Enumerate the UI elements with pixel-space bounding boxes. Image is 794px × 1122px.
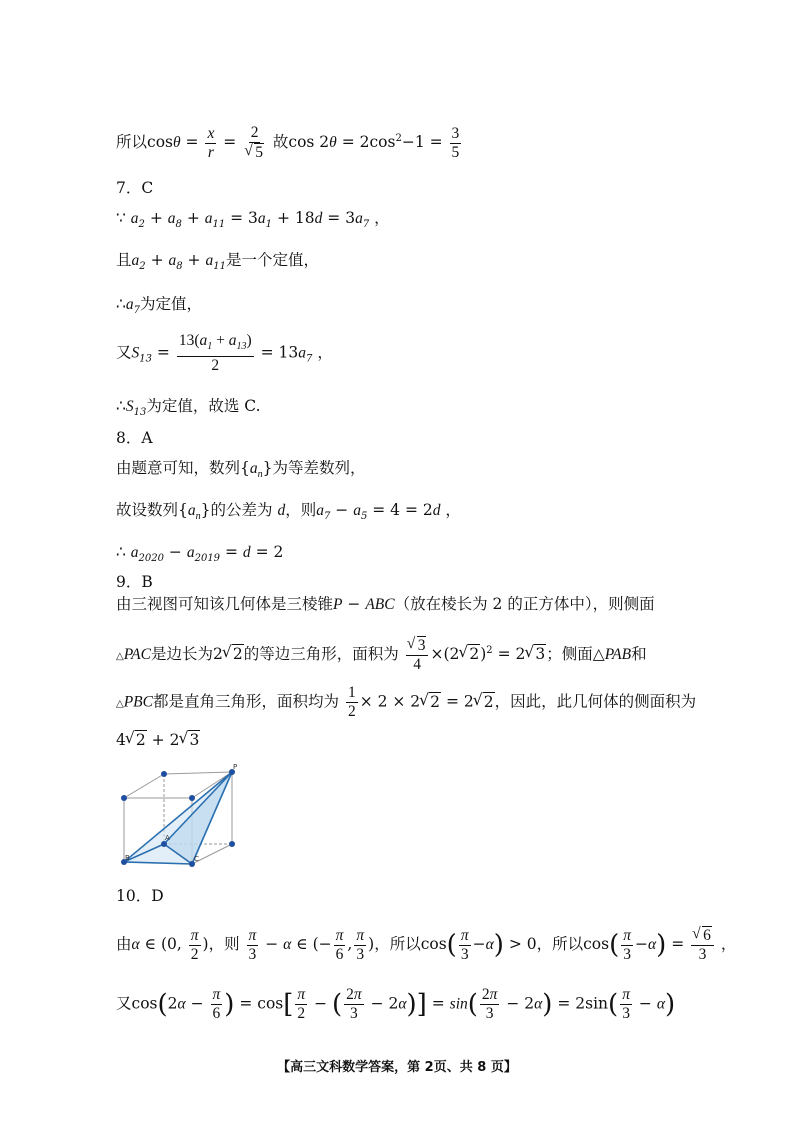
q9-label: 9．B xyxy=(116,573,153,591)
q10-line-2: 又cos(2α − $\frac{\pi}{6}$ ) = cos[ $\frac{\pi}{2}$ − ( $\frac{2\pi}{3}$ − 2α)] = sin( $\frac{2\pi}{3}$ − 2α) = 2sin( $\frac{\pi}{3}$ − α) xyxy=(116,986,676,1022)
q7-line-3: $\therefore a_7$为定值， xyxy=(116,295,203,316)
q7-line-4: 又$S_{13}$ = $\frac{13(a_1 + a_{13})}{2}$ = $13a_7$ ， xyxy=(116,332,333,374)
q8-label: 8．A xyxy=(116,429,153,447)
q9-line-4: 4√ 2 + 2√ 3 xyxy=(116,730,200,750)
page-footer: 【高三文科数学答案，第 2页、共 8 页】 xyxy=(277,1060,517,1075)
q7-line-2: 且$a_2 + a_8 + a_{11}$是一个定值， xyxy=(116,251,319,272)
label-b: B xyxy=(125,854,130,862)
label-a: A xyxy=(165,834,170,842)
q8-line-2: 故设数列$\{a_n\}$的公差为 d，则$a_7 - a_5 = 4 = 2d$ ， xyxy=(116,501,461,522)
q8-line-1: 由题意可知，数列$\{a_n\}$为等差数列， xyxy=(116,459,366,480)
label-c: C xyxy=(194,855,199,863)
q10-line-1: 由α ∈ (0, $\frac{\pi}{2}$ )，则 $\frac{\pi}{3}$ − α ∈ (− $\frac{\pi}{6}$ , $\frac{\pi}{3}$ )，所以cos( $\frac{\pi}{3}$ −α) > 0，所以cos( $\frac{\pi}{3}$ −α) = √ $\frac{6}{3}$ ， xyxy=(116,926,736,964)
q8-line-3: ∴ $a_{2020} - a_{2019} = d = 2$ xyxy=(116,543,284,564)
q6-conclusion-line: 所以cosθ = $\frac{x}{r}$ = 2 √ 5 故$\cos 2\theta = 2\cos^2-1$ = $\frac{3}{5}$ xyxy=(116,124,463,162)
q7-line-5: $\therefore S_{13}$为定值，故选 C. xyxy=(116,397,261,418)
q9-line-2: △PAC是边长为2√ 2的等边三角形，面积为 √ $\frac{3}{4}$ ×(2√ 2)$^2$ = 2√ 3；侧面△PAB和 xyxy=(116,636,647,674)
q9-line-3: △PBC都是直角三角形，面积均为 $\frac{1}{2}$ × 2 × 2√ 2 = 2√ 2，因此，此几何体的侧面积为 xyxy=(116,684,696,721)
q7-label: 7．C xyxy=(116,179,154,197)
text-mid: 故 xyxy=(272,133,289,151)
q9-line-1: 由三视图可知该几何体是三棱锥P − ABC（放在棱长为 2 的正方体中），则侧面 xyxy=(116,595,655,613)
q7-line-1: ∵ $a_2 + a_8 + a_{11} = 3a_1 + 18d = 3a_7$ ， xyxy=(116,209,390,230)
label-p: P xyxy=(233,763,238,771)
q10-label: 10．D xyxy=(116,887,164,905)
pyramid-in-cube-figure xyxy=(112,760,242,876)
text-prefix: 所以 xyxy=(116,133,148,151)
